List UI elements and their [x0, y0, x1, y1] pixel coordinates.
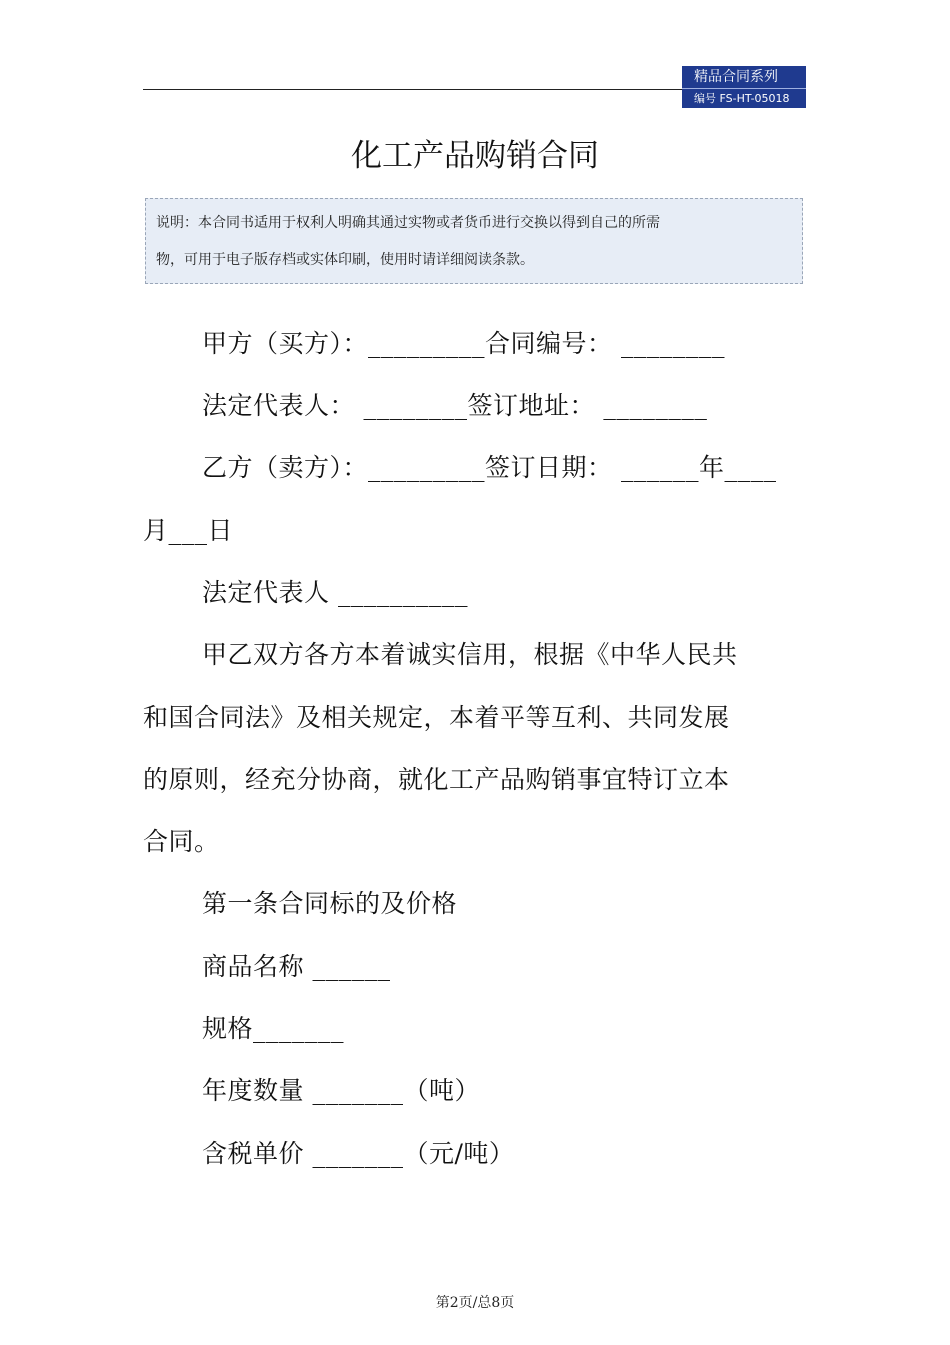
unit-price-field: 含税单价 _______（元/吨） [202, 1139, 515, 1168]
product-name-field: 商品名称 ______ [202, 952, 391, 981]
description-box [145, 198, 803, 284]
page-number: 第2页/总8页 [435, 1295, 515, 1311]
preamble-line-2: 和国合同法》及相关规定，本着平等互利、共同发展 [143, 703, 730, 732]
preamble-line-4: 合同。 [143, 827, 220, 856]
article-1-heading: 第一条合同标的及价格 [202, 889, 458, 918]
header-rule [143, 89, 683, 90]
description-line-1: 说明：本合同书适用于权利人明确其通过实物或者货币进行交换以得到自己的所需 [156, 215, 660, 231]
document-code: 编号 FS-HT-05018 [694, 92, 790, 105]
series-label: 精品合同系列 [682, 66, 806, 89]
specification-field: 规格_______ [202, 1014, 345, 1043]
preamble-line-1: 甲乙双方各方本着诚实信用，根据《中华人民共 [202, 640, 738, 669]
page-title: 化工产品购销合同 [351, 138, 599, 174]
series-badge [682, 66, 806, 108]
party-b-line: 乙方（卖方）：_________签订日期： ______年____ [202, 453, 777, 482]
legal-rep-a-line: 法定代表人： ________签订地址： ________ [202, 391, 708, 420]
preamble-line-3: 的原则，经充分协商，就化工产品购销事宜特订立本 [143, 765, 730, 794]
party-a-line: 甲方（买方）：_________合同编号： ________ [202, 329, 725, 358]
legal-rep-b-line: 法定代表人 __________ [202, 578, 468, 607]
description-line-2: 物，可用于电子版存档或实体印刷，使用时请详细阅读条款。 [156, 252, 534, 268]
party-b-date-continued: 月___日 [143, 516, 234, 545]
annual-quantity-field: 年度数量 _______（吨） [202, 1076, 480, 1105]
